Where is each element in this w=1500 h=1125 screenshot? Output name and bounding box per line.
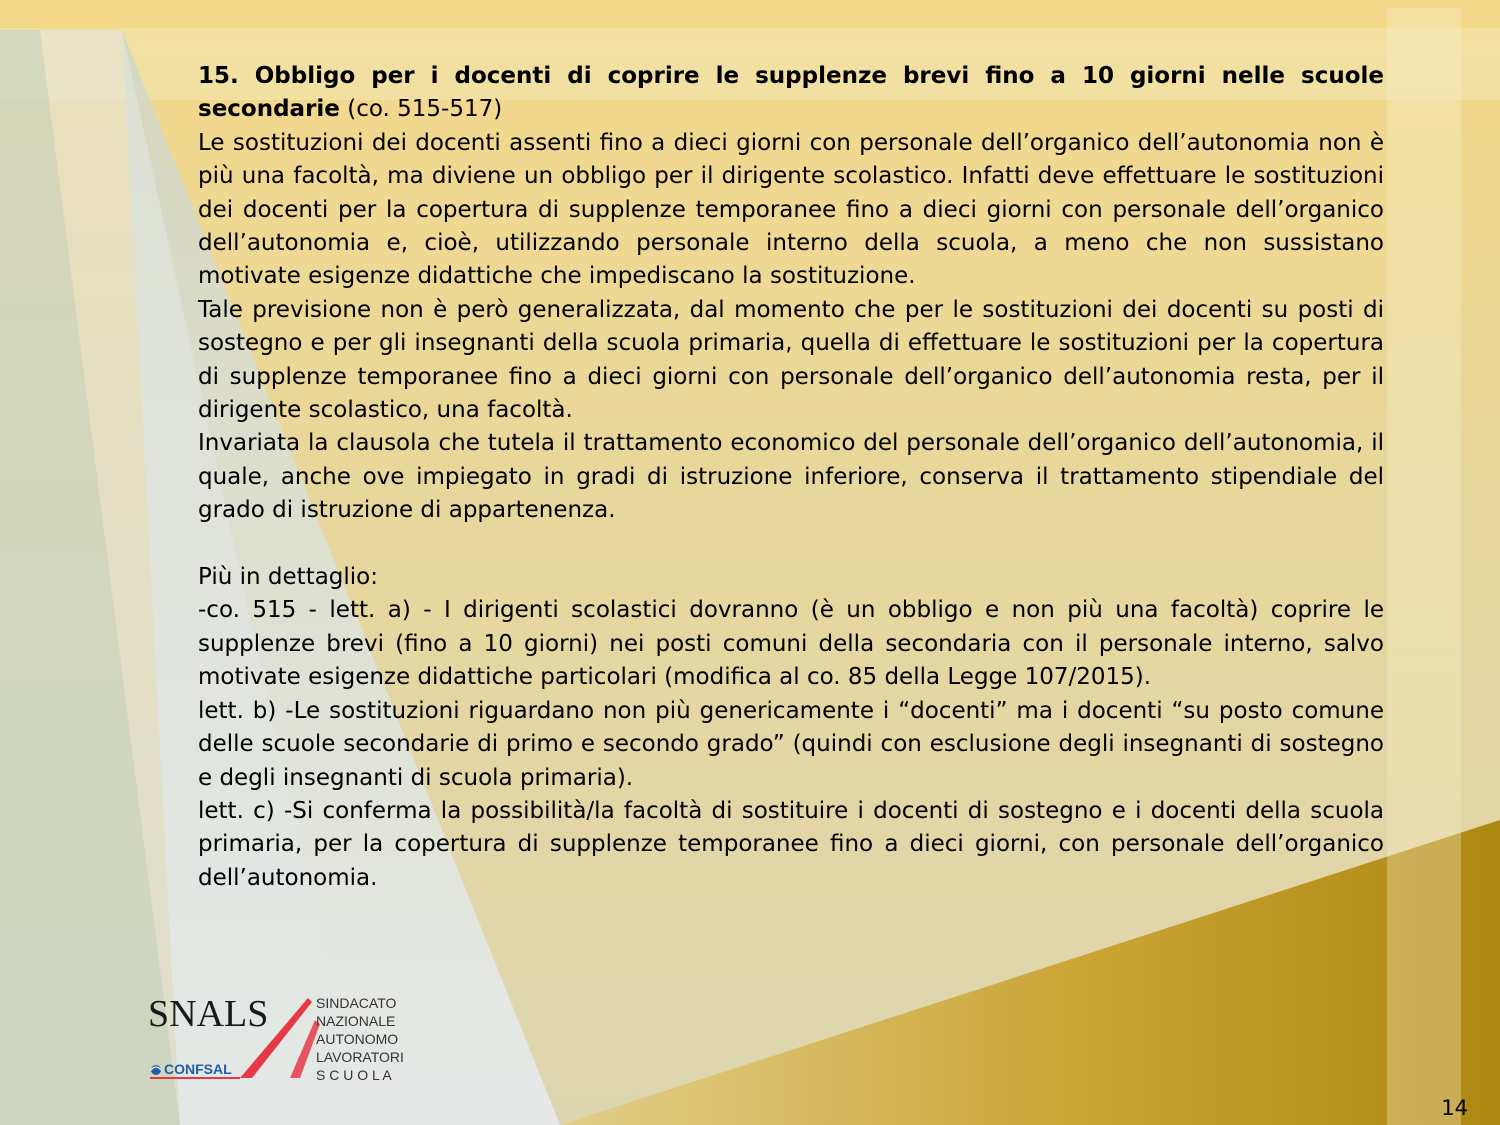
logo-confsal: CONFSAL — [164, 1061, 232, 1077]
paragraph: Le sostituzioni dei docenti assenti fino a dieci giorni con personale dell’organico dell’autonomia non è più una facoltà, ma diviene un obbligo per il dirigente scolastico. Infatti deve effettuare le sostituzioni dei docenti per la copertura di supplenze temporanee fino a dieci giorni con personale dell’organico dell’autonomia e, cioè, utilizzando personale interno della scuola, a meno che non sussistano motivate esigenze didattiche che impediscano la sostituzione. — [198, 129, 1384, 290]
logo-line: LAVORATORI — [316, 1049, 404, 1065]
spacer — [198, 528, 1384, 561]
detail-item: lett. b) -Le sostituzioni riguardano non più genericamente i “docenti” ma i docenti “su posto comune delle scuole secondarie di primo e secondo grado” (quindi con esclusione degli insegnanti di sostegno e degli insegnanti di scuola primaria). — [198, 697, 1384, 791]
detail-item: lett. c) -Si conferma la possibilità/la facoltà di sostituire i docenti di sostegno e i docenti della scuola primaria, per la copertura di supplenze temporanee fino a dieci giorni, con personale dell’organico dell’autonomia. — [198, 797, 1384, 891]
logo-brand: SNALS — [148, 993, 269, 1035]
confsal-icon — [151, 1065, 161, 1075]
paragraph: Invariata la clausola che tutela il trattamento economico del personale dell’organico dell’autonomia, il quale, anche ove impiegato in gradi di istruzione inferiore, conserva il trattamento stipendiale del grado di istruzione di appartenenza. — [198, 430, 1384, 524]
page-number: 14 — [1441, 1096, 1468, 1120]
logo-line: AUTONOMO — [316, 1031, 399, 1047]
logo-line: NAZIONALE — [316, 1013, 396, 1029]
logo-line: S C U O L A — [316, 1067, 392, 1083]
detail-item: -co. 515 - lett. a) - I dirigenti scolastici dovranno (è un obbligo e non più una facoltà) coprire le supplenze brevi (fino a 10 giorni) nei posti comuni della secondaria con il personale interno, salvo motivate esigenze didattiche particolari (modifica al co. 85 della Legge 107/2015). — [198, 597, 1384, 691]
slide-body — [198, 60, 1384, 895]
detail-heading: Più in dettaglio: — [198, 564, 379, 591]
snals-confsal-logo — [140, 990, 440, 1085]
slide-heading — [198, 60, 1384, 127]
logo-line: SINDACATO — [316, 995, 397, 1011]
heading-title: 15. Obbligo per i docenti di coprire le supplenze brevi fino a 10 giorni nelle scuole secondarie — [198, 63, 1384, 123]
heading-reference: (co. 515-517) — [339, 96, 503, 123]
paragraph: Tale previsione non è però generalizzata, dal momento che per le sostituzioni dei docenti su posti di sostegno e per gli insegnanti della scuola primaria, quella di effettuare le sostituzioni per la copertura di supplenze temporanee fino a dieci giorni con personale dell’organico dell’autonomia resta, per il dirigente scolastico, una facoltà. — [198, 296, 1384, 424]
